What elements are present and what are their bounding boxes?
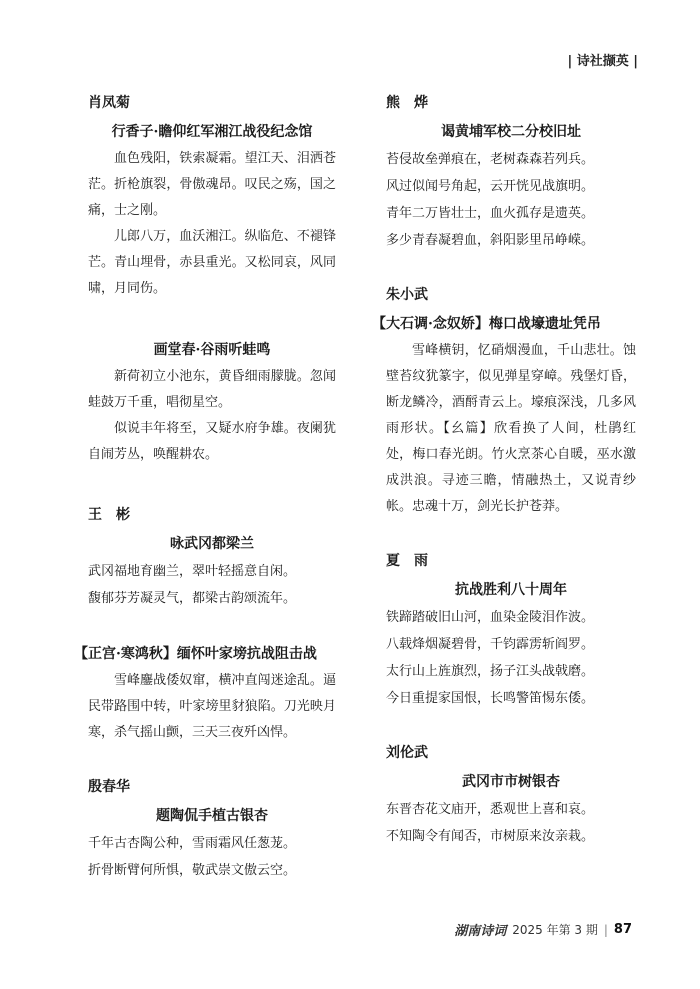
poem xyxy=(74,642,336,746)
poem-title: 武冈市市树银杏 xyxy=(462,774,560,790)
poem-title: 题陶侃手植古银杏 xyxy=(156,808,268,824)
poem-line: 多少青春凝碧血，斜阳影里吊峥嵘。 xyxy=(386,233,595,248)
page-footer xyxy=(454,920,632,939)
poem-line: 风过似闻号角起，云开恍见战旗明。 xyxy=(386,179,595,194)
poem-paragraph: 血色残阳，铁索凝霜。望江天、泪洒苍茫。折枪旗裂，骨傲魂昂。叹民之殇，国之痛，士之刚。 xyxy=(88,151,336,218)
poem-paragraph: 雪峰鏖战倭奴窜，横冲直闯迷途乱。逼民带路围中转，叶家塝里豺狼陷。刀光映月寒，杀气摇山颤，三天三夜歼凶悍。 xyxy=(88,673,336,740)
right-column xyxy=(372,92,636,850)
issue-label: 2025 年第 3 期 xyxy=(512,923,598,937)
poem-title: 抗战胜利八十周年 xyxy=(455,582,567,598)
poem-author: 肖凤菊 xyxy=(88,95,130,111)
poem-line: 武冈福地育幽兰，翠叶轻摇意自闲。 xyxy=(88,564,297,579)
poem-title: 咏武冈都梁兰 xyxy=(170,536,254,552)
magazine-logo: 湖南诗词 xyxy=(454,924,507,939)
poem-title: 谒黄埔军校二分校旧址 xyxy=(441,124,581,140)
poem-line: 今日重提家国恨，长鸣警笛惕东倭。 xyxy=(386,691,595,706)
poem-line: 八载烽烟凝碧骨，千钧霹雳斩阎罗。 xyxy=(386,637,595,652)
poem-title: 【正宫·寒鸿秋】缅怀叶家塝抗战阻击战 xyxy=(74,646,317,662)
poem-line: 东晋杏花文庙开，悉观世上喜和哀。 xyxy=(386,802,595,817)
poem-title: 画堂春·谷雨听蛙鸣 xyxy=(153,342,271,358)
poem-paragraph: 儿郎八万，血沃湘江。纵临危、不褪锋芒。青山埋骨，赤县重光。又松同哀，风同啸，月同伤。 xyxy=(88,229,336,296)
poem-author: 刘伦武 xyxy=(386,745,428,761)
poem xyxy=(386,550,636,712)
poem-author: 朱小武 xyxy=(386,287,428,303)
poem-line: 太行山上旌旗烈，扬子江头战戟磨。 xyxy=(386,664,595,679)
poem xyxy=(386,742,636,850)
poem-paragraph: 似说丰年将至，又疑水府争雄。夜阑犹自闹芳丛，唤醒耕农。 xyxy=(88,421,336,462)
poem xyxy=(88,92,336,302)
poem-paragraph: 雪峰横钥，忆硝烟漫血，千山悲壮。蚀壁苔纹犹篆字，似见弹星穿嶂。残堡灯昏，断龙鳞冷，酒酹青云上。壕痕深浅，几多风雨形状。【幺篇】欣看换了人间，杜鹃红处，梅口春光朗。竹火烹茶心自暖，巫水激成洪浪。寻迹三瞻，情融热土，又说青纱帐。忠魂十万，剑光长护苍莽。 xyxy=(386,343,636,514)
poem-author: 熊 烨 xyxy=(386,95,428,111)
poem-line: 馥郁芬芳凝灵气，都梁古韵颂流年。 xyxy=(88,591,297,606)
poem xyxy=(88,338,336,468)
poem-author: 夏 雨 xyxy=(386,553,428,569)
poem-author: 王 彬 xyxy=(88,507,130,523)
poem-line: 千年古杏陶公种，雪雨霜风任葱茏。 xyxy=(88,836,297,851)
poem-line: 折骨断臂何所惧，敬武崇文傲云空。 xyxy=(88,863,297,878)
poem-line: 铁蹄踏破旧山河，血染金陵泪作波。 xyxy=(386,610,595,625)
poem xyxy=(386,92,636,254)
footer-separator: | xyxy=(603,922,608,937)
poem-line: 不知陶令有闻否，市树原来汝亲栽。 xyxy=(386,829,595,844)
poem xyxy=(88,504,336,612)
poem-title: 【大石调·念奴娇】梅口战壕遗址凭吊 xyxy=(372,316,601,332)
poem-paragraph: 新荷初立小池东，黄昏细雨朦胧。忽闻蛙鼓万千重，唱彻星空。 xyxy=(88,369,336,410)
poem xyxy=(88,776,336,884)
poem xyxy=(372,284,636,520)
poem-line: 苔侵故垒弹痕在，老树森森若列兵。 xyxy=(386,152,595,167)
poem-line: 青年二万皆壮士，血火孤存是遗英。 xyxy=(386,206,595,221)
left-column xyxy=(74,92,336,884)
poem-author: 殷春华 xyxy=(88,779,130,795)
section-tag: | 诗社撷英 | xyxy=(567,54,638,69)
poem-title: 行香子·瞻仰红军湘江战役纪念馆 xyxy=(111,124,313,140)
page-number: 87 xyxy=(613,922,632,937)
